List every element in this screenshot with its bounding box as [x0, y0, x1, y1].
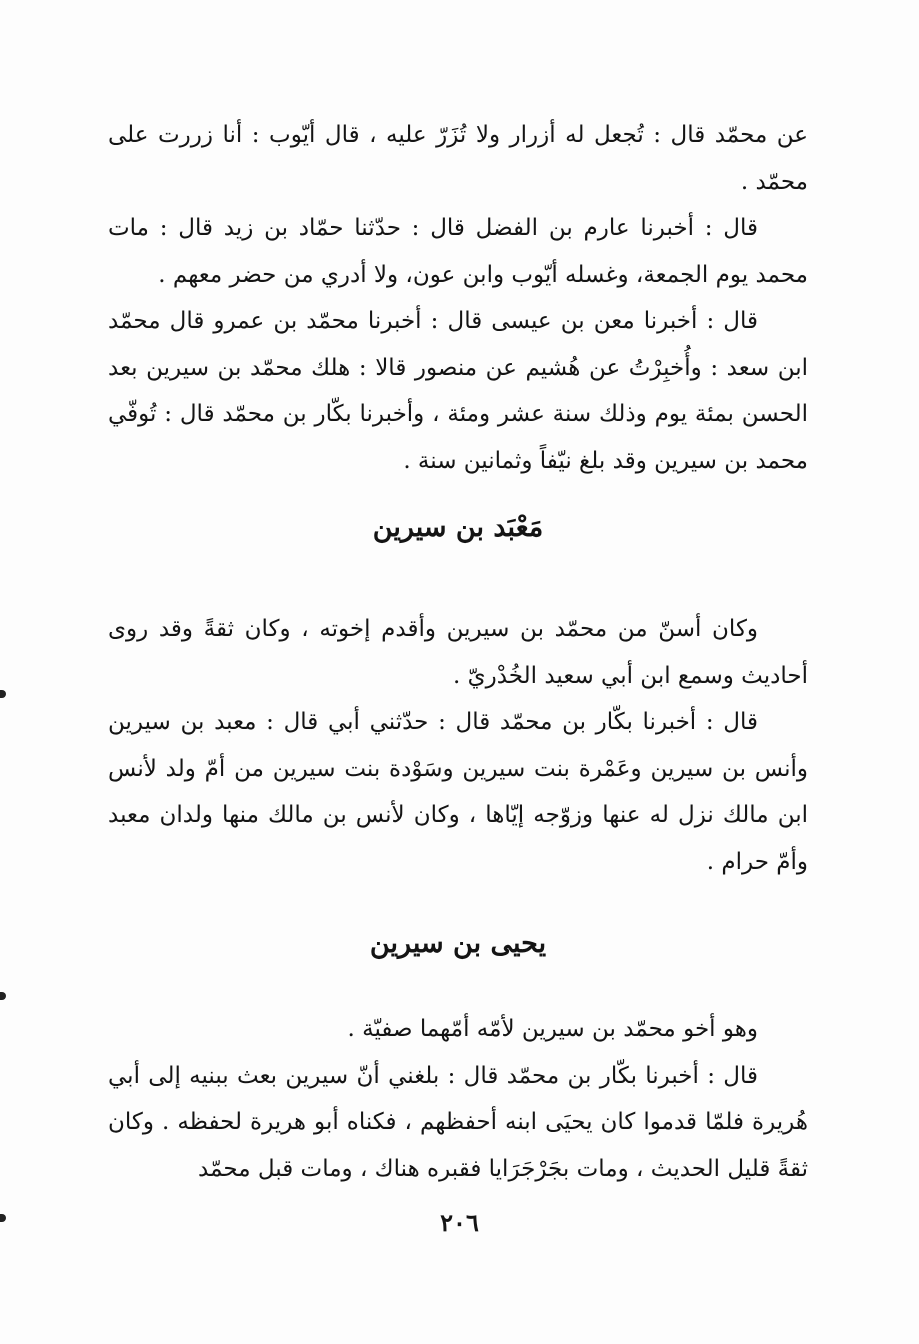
paragraph: وكان أسنّ من محمّد بن سيرين وأقدم إخوته ، وكان ثقةً وقد روى أحاديث وسمع ابن أبي سعيد الخُدْريّ . — [108, 616, 808, 689]
page-number: ٢٠٦ — [440, 1208, 479, 1237]
paragraph: قال : أخبرنا عارم بن الفضل قال : حدّثنا حمّاد بن زيد قال : مات محمد يوم الجمعة، وغسله أيّوب وابن عون، ولا أدري من حضر معهم . — [108, 215, 808, 288]
section-1-text — [108, 112, 808, 484]
section-3-heading: يحيى بن سيرين — [369, 928, 547, 959]
paragraph: عن محمّد قال : تُجعل له أزرار ولا تُزَرّ عليه ، قال أيّوب : أنا زررت على محمّد . — [108, 122, 808, 195]
paragraph: وهو أخو محمّد بن سيرين لأمّه أمّهما صفيّة . — [347, 1016, 758, 1042]
section-3-text — [108, 1006, 808, 1192]
margin-mark — [0, 690, 6, 698]
paragraph: قال : أخبرنا بكّار بن محمّد قال : حدّثني أبي قال : معبد بن سيرين وأنس بن سيرين وعَمْرة بنت سيرين وسَوْدة بنت سيرين من أمّ ولد لأنس ابن مالك نزل له عنها وزوّجه إيّاها ، وكان لأنس بن مالك منها ولدان معبد وأمّ حرام . — [108, 709, 808, 875]
paragraph: قال : أخبرنا معن بن عيسى قال : أخبرنا محمّد بن عمرو قال محمّد ابن سعد : وأُخبِرْتُ عن هُشيم عن منصور قالا : هلك محمّد بن سيرين بعد الحسن بمئة يوم وذلك سنة عشر ومئة ، وأخبرنا بكّار بن محمّد قال : تُوفّي محمد بن سيرين وقد بلغ نيّفاً وثمانين سنة . — [108, 308, 808, 474]
section-2-text — [108, 606, 808, 885]
margin-mark — [0, 992, 6, 1000]
section-2-heading: مَعْبَد بن سيرين — [372, 512, 544, 543]
paragraph: قال : أخبرنا بكّار بن محمّد قال : بلغني أنّ سيرين بعث ببنيه إلى أبي هُريرة فلمّا قدموا كان يحيَى ابنه أحفظهم ، فكناه أبو هريرة لحفظه . وكان ثقةً قليل الحديث ، ومات بجَرْجَرَايا فقبره هناك ، ومات قبل محمّد — [108, 1062, 808, 1182]
